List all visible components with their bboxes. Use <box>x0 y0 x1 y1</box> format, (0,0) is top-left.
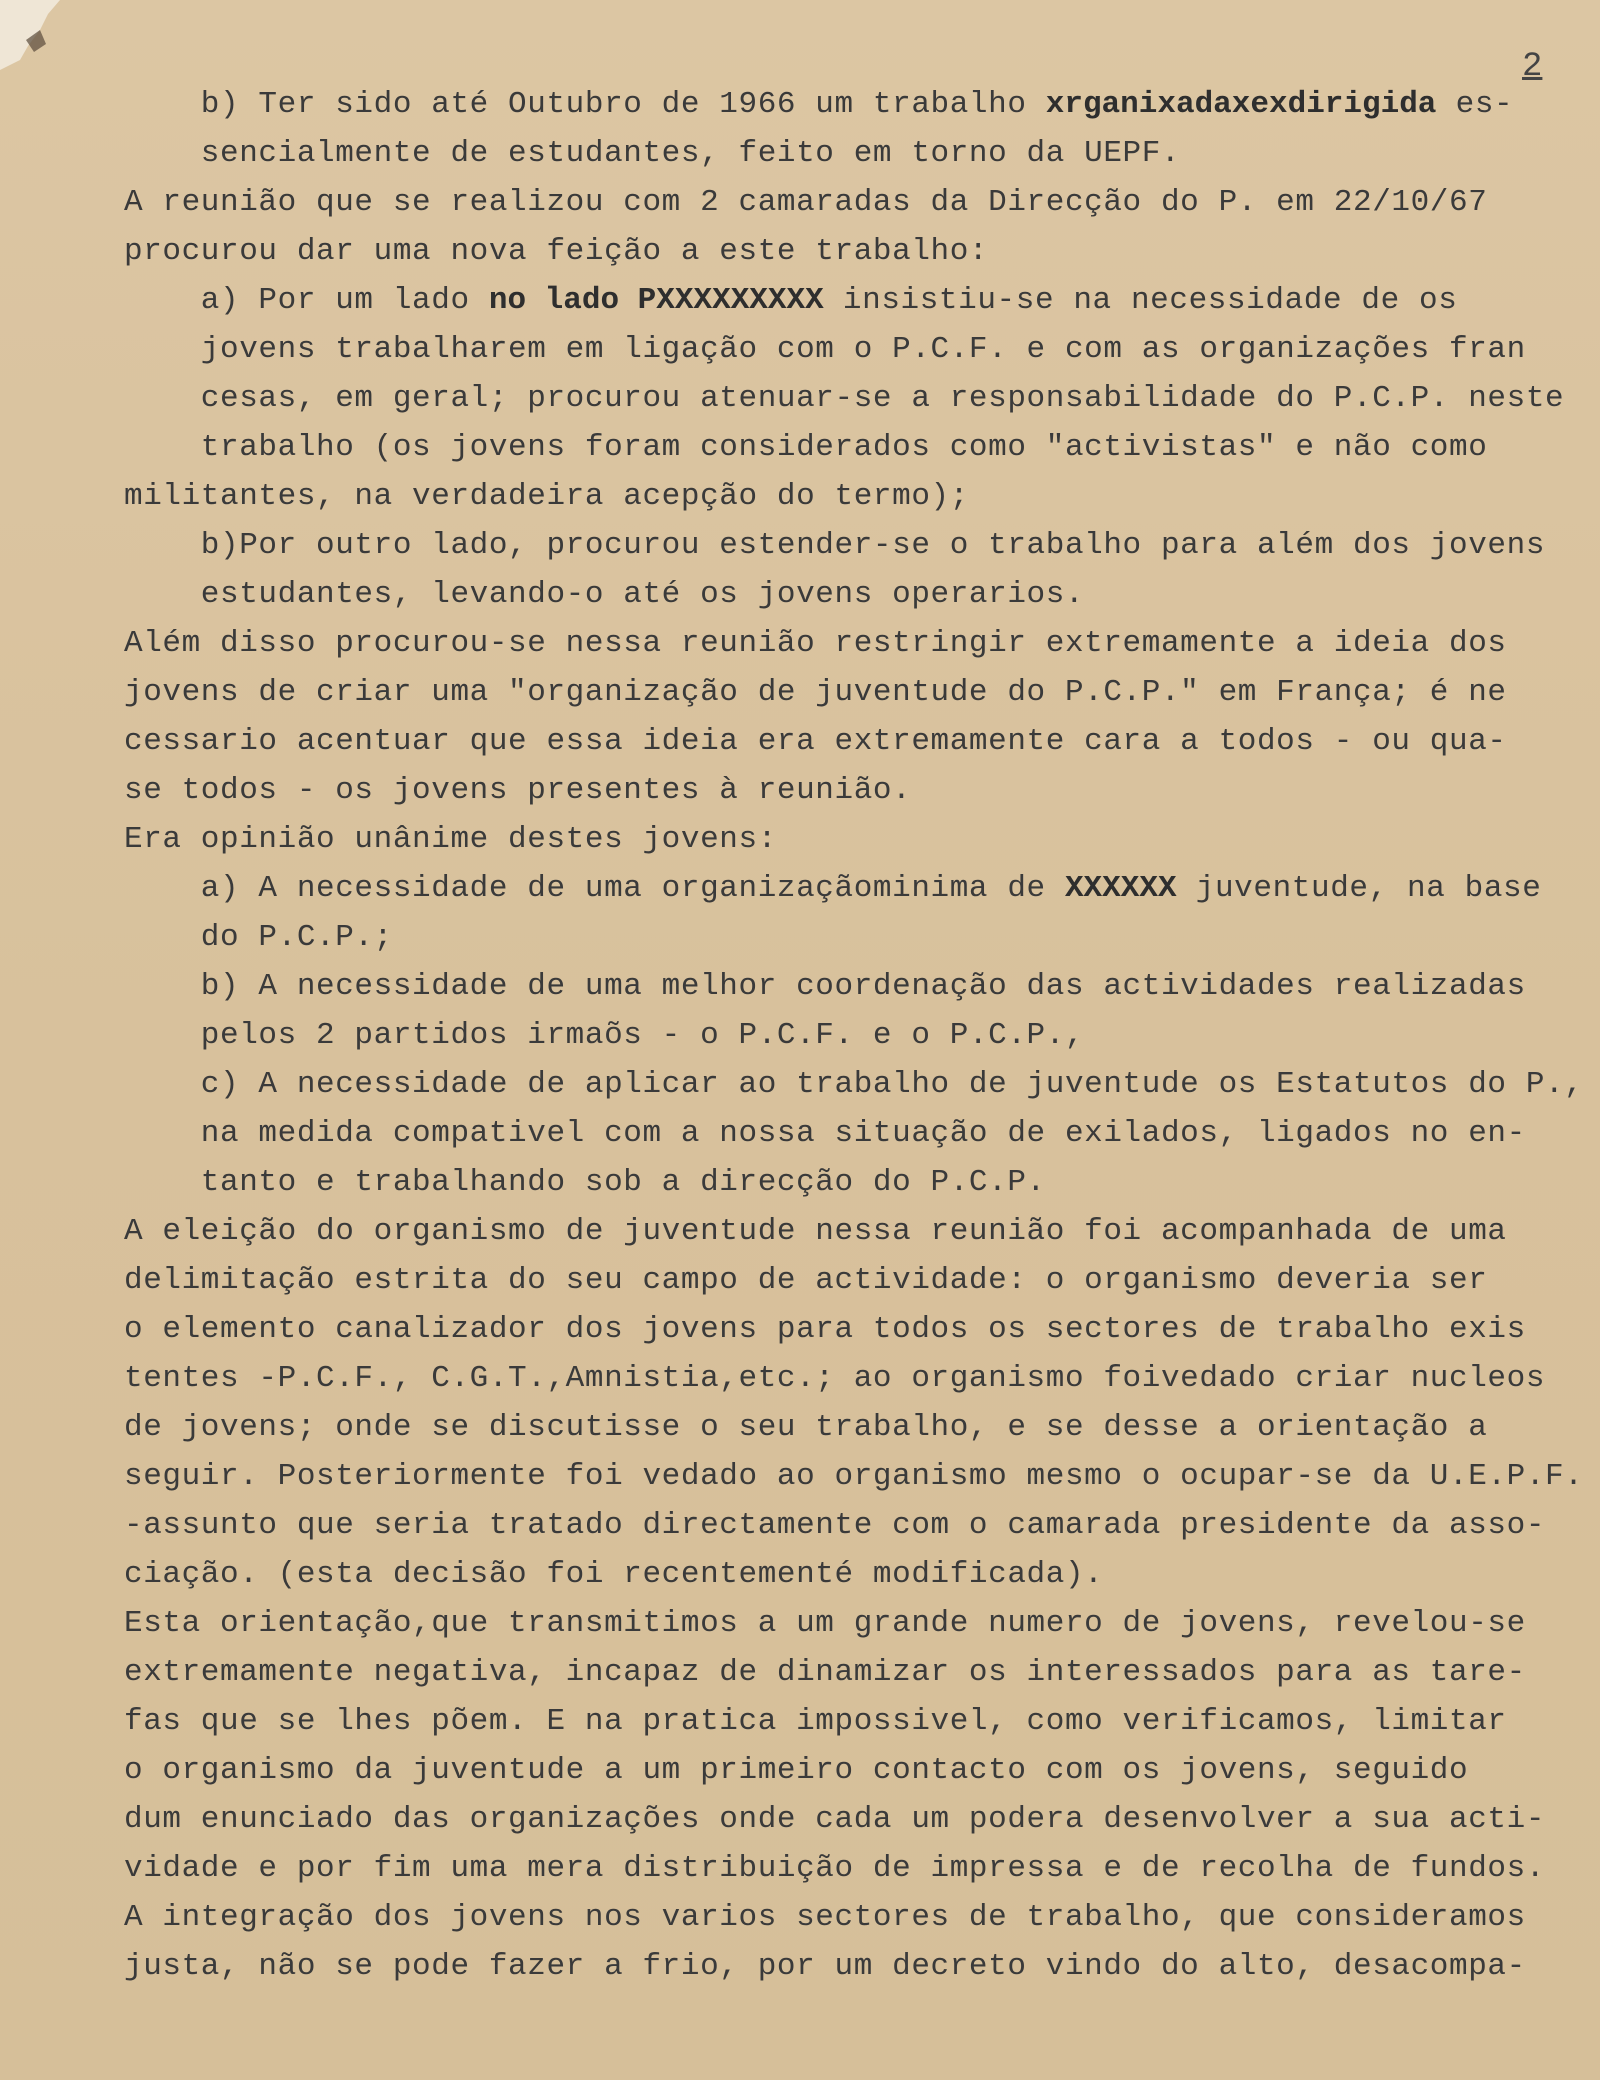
torn-corner-mark <box>0 0 80 70</box>
document-body <box>124 80 1584 1991</box>
text-line <box>124 1354 1584 1403</box>
line-text: trabalho (os jovens foram considerados como "activistas" e não como <box>124 430 1488 465</box>
text-line <box>124 1599 1584 1648</box>
line-text: do P.C.P.; <box>124 920 393 955</box>
line-text: tanto e trabalhando sob a direcção do P.C.P. <box>124 1165 1046 1200</box>
line-text: A eleição do organismo de juventude nessa reunião foi acompanhada de uma <box>124 1214 1507 1249</box>
text-line <box>124 668 1584 717</box>
line-text: sencialmente de estudantes, feito em torno da UEPF. <box>124 136 1181 171</box>
line-text: o organismo da juventude a um primeiro contacto com os jovens, seguido <box>124 1753 1469 1788</box>
line-text: b) A necessidade de uma melhor coordenação das actividades realizadas <box>124 969 1526 1004</box>
line-text: vidade e por fim uma mera distribuição de impressa e de recolha de fundos. <box>124 1851 1546 1886</box>
text-line <box>124 619 1584 668</box>
text-line <box>124 766 1584 815</box>
text-line <box>124 374 1584 423</box>
line-text: na medida compativel com a nossa situação de exilados, ligados no en- <box>124 1116 1526 1151</box>
text-line <box>124 1207 1584 1256</box>
page-number: 2 <box>1522 48 1543 86</box>
line-text: a) A necessidade de uma organizaçãominima de <box>124 871 1065 906</box>
text-line <box>124 1256 1584 1305</box>
struck-out-text: no lado PXXXXXXXXX <box>488 283 824 318</box>
line-text: o elemento canalizador dos jovens para todos os sectores de trabalho exis <box>124 1312 1526 1347</box>
line-text: extremamente negativa, incapaz de dinamizar os interessados para as tare- <box>124 1655 1526 1690</box>
line-text: cesas, em geral; procurou atenuar-se a responsabilidade do P.C.P. neste <box>124 381 1565 416</box>
text-line <box>124 1942 1584 1991</box>
line-text: b) Ter sido até Outubro de 1966 um trabalho <box>124 87 1046 122</box>
line-text: Esta orientação,que transmitimos a um grande numero de jovens, revelou-se <box>124 1606 1526 1641</box>
line-text: b)Por outro lado, procurou estender-se o trabalho para além dos jovens <box>124 528 1546 563</box>
text-line <box>124 521 1584 570</box>
text-line <box>124 1403 1584 1452</box>
line-text: fas que se lhes põem. E na pratica impossivel, como verificamos, limitar <box>124 1704 1507 1739</box>
text-line <box>124 1109 1584 1158</box>
text-line <box>124 1452 1584 1501</box>
text-line <box>124 962 1584 1011</box>
text-line <box>124 276 1584 325</box>
text-line <box>124 1893 1584 1942</box>
text-line <box>124 423 1584 472</box>
text-line <box>124 570 1584 619</box>
line-text: tentes -P.C.F., C.G.T.,Amnistia,etc.; ao organismo foivedado criar nucleos <box>124 1361 1546 1396</box>
line-text: -assunto que seria tratado directamente com o camarada presidente da asso- <box>124 1508 1546 1543</box>
line-text: A reunião que se realizou com 2 camaradas da Direcção do P. em 22/10/67 <box>124 185 1488 220</box>
text-line <box>124 1011 1584 1060</box>
line-text: jovens trabalharem em ligação com o P.C.F. e com as organizações fran <box>124 332 1526 367</box>
text-line <box>124 1305 1584 1354</box>
text-line <box>124 80 1584 129</box>
text-line <box>124 1648 1584 1697</box>
text-line <box>124 717 1584 766</box>
line-text: procurou dar uma nova feição a este trabalho: <box>124 234 989 269</box>
line-text-continued: insistiu-se na necessidade de os <box>823 283 1458 318</box>
text-line <box>124 178 1584 227</box>
text-line <box>124 815 1584 864</box>
line-text: justa, não se pode fazer a frio, por um decreto vindo do alto, desacompa- <box>124 1949 1526 1984</box>
struck-out-text: xrganixadaxexdirigida <box>1045 87 1437 122</box>
text-line <box>124 1060 1584 1109</box>
line-text: ciação. (esta decisão foi recentementé modificada). <box>124 1557 1104 1592</box>
line-text: dum enunciado das organizações onde cada um podera desenvolver a sua acti- <box>124 1802 1546 1837</box>
text-line <box>124 913 1584 962</box>
text-line <box>124 129 1584 178</box>
line-text: a) Por um lado <box>124 283 489 318</box>
line-text: estudantes, levando-o até os jovens operarios. <box>124 577 1085 612</box>
line-text: de jovens; onde se discutisse o seu trabalho, e se desse a orientação a <box>124 1410 1488 1445</box>
line-text: delimitação estrita do seu campo de actividade: o organismo deveria ser <box>124 1263 1488 1298</box>
line-text: Além disso procurou-se nessa reunião restringir extremamente a ideia dos <box>124 626 1507 661</box>
line-text: pelos 2 partidos irmaõs - o P.C.F. e o P.C.P., <box>124 1018 1085 1053</box>
text-line <box>124 864 1584 913</box>
text-line <box>124 227 1584 276</box>
text-line <box>124 1746 1584 1795</box>
line-text: militantes, na verdadeira acepção do termo); <box>124 479 969 514</box>
text-line <box>124 1844 1584 1893</box>
line-text-continued: es- <box>1436 87 1514 122</box>
text-line <box>124 472 1584 521</box>
line-text: cessario acentuar que essa ideia era extremamente cara a todos - ou qua- <box>124 724 1507 759</box>
line-text: c) A necessidade de aplicar ao trabalho de juventude os Estatutos do P., <box>124 1067 1584 1102</box>
line-text-continued: juventude, na base <box>1176 871 1542 906</box>
text-line <box>124 325 1584 374</box>
text-line <box>124 1158 1584 1207</box>
line-text: se todos - os jovens presentes à reunião. <box>124 773 912 808</box>
struck-out-text: XXXXXX <box>1064 871 1177 906</box>
line-text: jovens de criar uma "organização de juventude do P.C.P." em França; é ne <box>124 675 1507 710</box>
line-text: A integração dos jovens nos varios sectores de trabalho, que consideramos <box>124 1900 1526 1935</box>
text-line <box>124 1795 1584 1844</box>
line-text: seguir. Posteriormente foi vedado ao organismo mesmo o ocupar-se da U.E.P.F. <box>124 1459 1584 1494</box>
text-line <box>124 1501 1584 1550</box>
line-text: Era opinião unânime destes jovens: <box>124 822 777 857</box>
text-line <box>124 1550 1584 1599</box>
text-line <box>124 1697 1584 1746</box>
